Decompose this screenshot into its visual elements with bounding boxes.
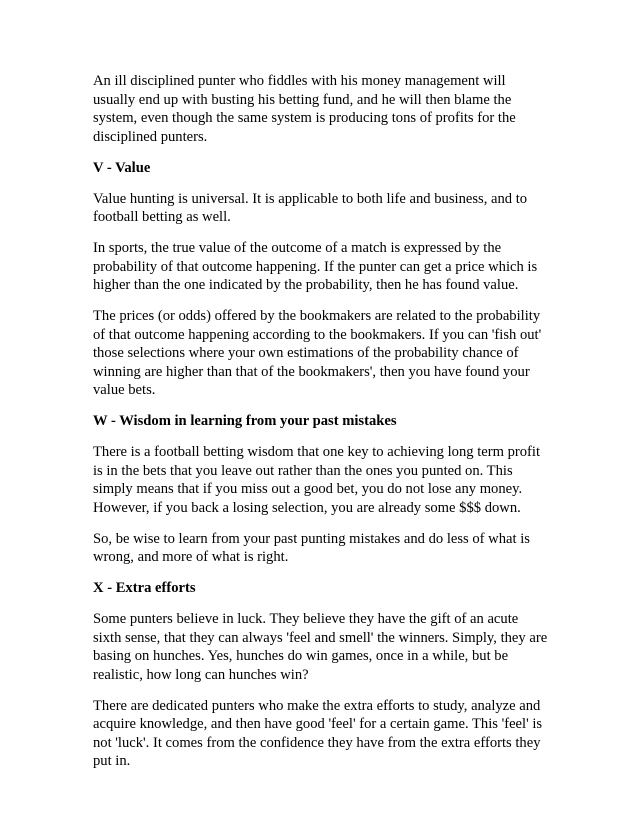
paragraph-money-management: An ill disciplined punter who fiddles with his money management will usually end up with busting his betting fund, and he will then blame the system, even though the same system is producing tons of profits for the disciplined punters.: [93, 73, 516, 145]
heading-value: V - Value: [93, 159, 151, 176]
heading-extra-efforts: X - Extra efforts: [93, 580, 196, 596]
paragraph-value-hunting: Value hunting is universal. It is applicable to both life and business, and to football betting as well.: [93, 190, 528, 225]
paragraph-betting-wisdom: There is a football betting wisdom that one key to achieving long term profit is in the bets that you leave out rather than the ones you punted on. This simply means that if you miss out a good bet, you do not lose any money. However, if you back a losing selection, you are already some $$$ down.: [93, 444, 541, 516]
paragraph-dedicated-punters: There are dedicated punters who make the extra efforts to study, analyze and acquire knowledge, and then have good 'feel' for a certain game. This 'feel' is not 'luck'. It comes from the confidence they have from the extra efforts they put in.: [93, 697, 543, 769]
heading-wisdom: W - Wisdom in learning from your past mistakes: [93, 413, 397, 429]
paragraph-learn-mistakes: So, be wise to learn from your past punting mistakes and do less of what is wrong, and more of what is right.: [93, 530, 530, 565]
paragraph-luck-hunches: Some punters believe in luck. They believe they have the gift of an acute sixth sense, that they can always 'feel and smell' the winners. Simply, they are basing on hunches. Yes, hunches do win games, once in a while, but be realistic, how long can hunches win?: [93, 611, 548, 683]
paragraph-true-value: In sports, the true value of the outcome of a match is expressed by the probability of that outcome happening. If the punter can get a price which is higher than the one indicated by the probability, then he has found value.: [93, 240, 538, 293]
document-body: [93, 72, 548, 783]
paragraph-bookmaker-prices: The prices (or odds) offered by the bookmakers are related to the probability of that outcome happening according to the bookmakers. If you can 'fish out' those selections where your own estimations of the probability chance of winning are higher than that of the bookmakers', then you have found your value bets.: [93, 308, 542, 398]
